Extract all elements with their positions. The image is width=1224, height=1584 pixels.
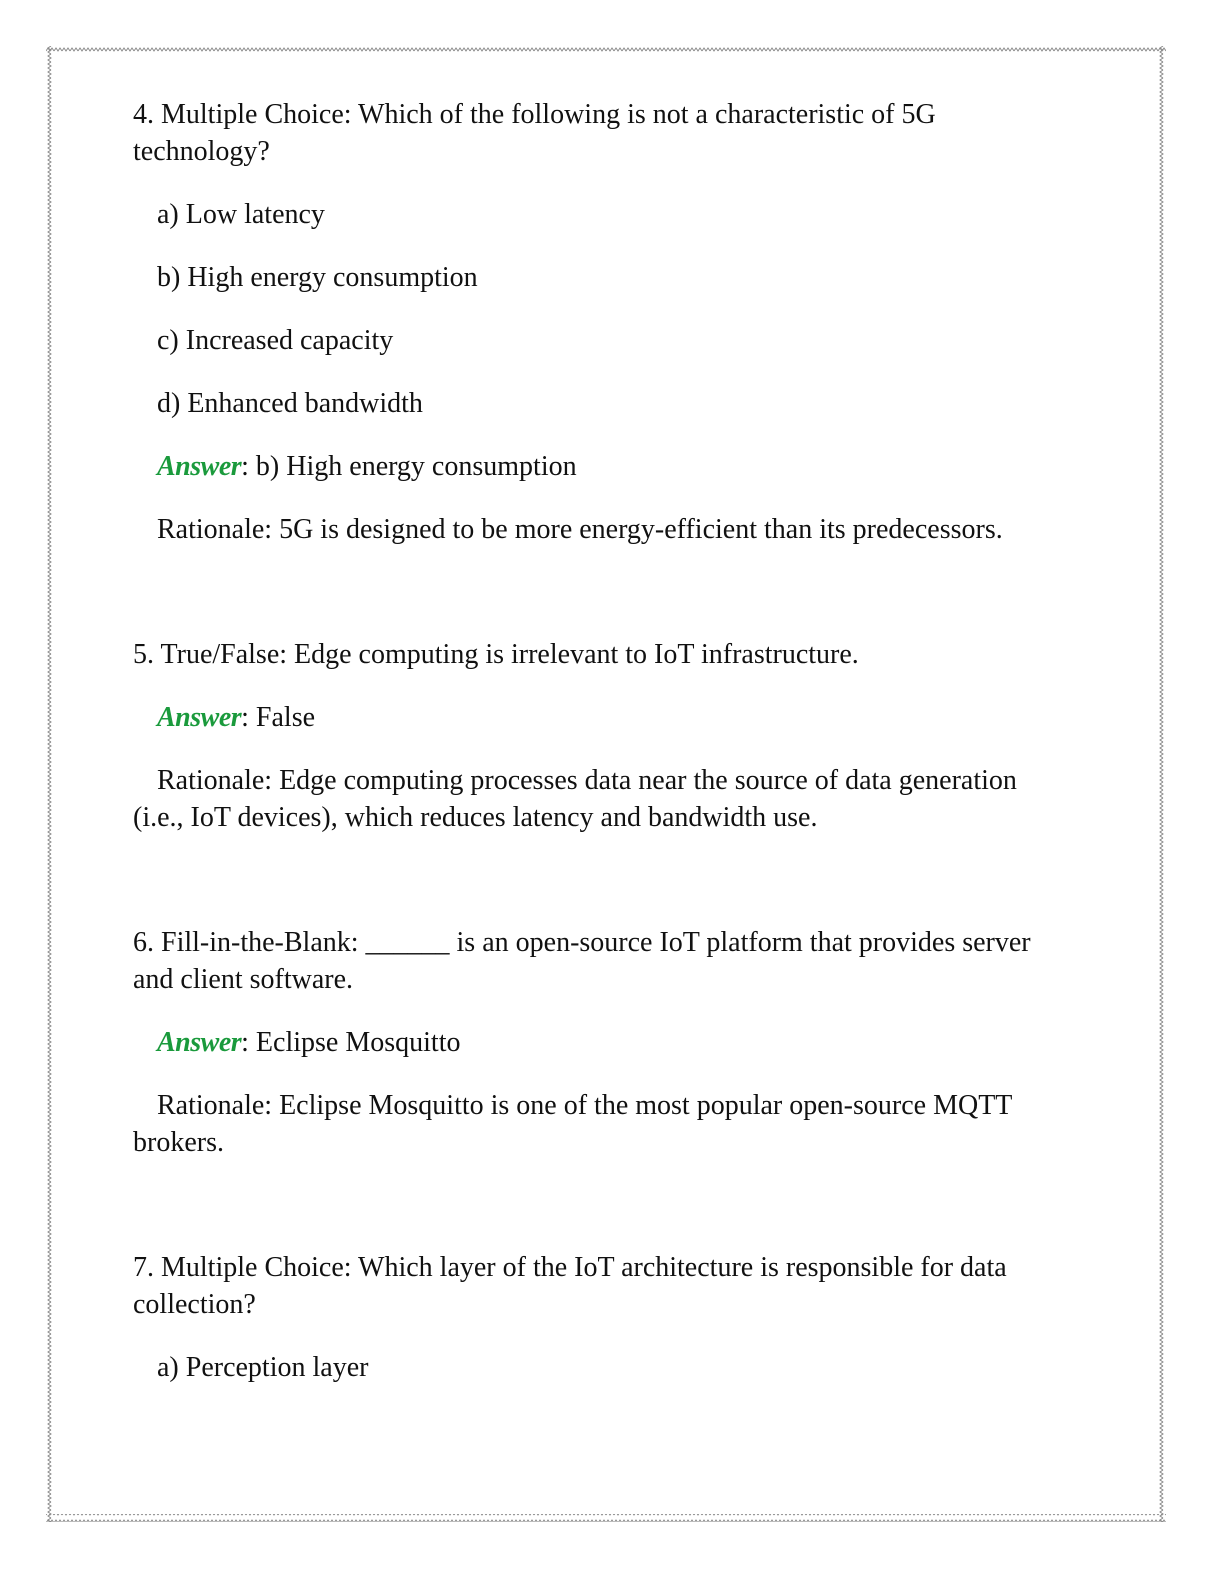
question-6-answer — [133, 1024, 1073, 1061]
question-7-option-a: a) Perception layer — [157, 1352, 369, 1383]
question-4-rationale: Rationale: 5G is designed to be more energy-efficient than its predecessors. — [157, 514, 1003, 545]
document-body — [133, 96, 1073, 1386]
answer-text: : b) High energy consumption — [241, 451, 577, 482]
question-5-answer — [133, 699, 1073, 736]
answer-label: Answer — [157, 451, 242, 482]
question-4-option-b: b) High energy consumption — [157, 262, 478, 293]
answer-label: Answer — [157, 1027, 242, 1058]
question-5-rationale: Rationale: Edge computing processes data near the source of data generation (i.e., IoT devices), which reduces latency and bandwidth use. — [133, 765, 1017, 833]
question-5-text: 5. True/False: Edge computing is irrelevant to IoT infrastructure. — [133, 639, 859, 670]
question-4-option-a: a) Low latency — [157, 199, 325, 230]
answer-text: : False — [241, 702, 316, 733]
answer-label: Answer — [157, 702, 242, 733]
question-4-answer — [133, 448, 1073, 485]
question-4-option-c: c) Increased capacity — [157, 325, 394, 356]
question-6-text: 6. Fill-in-the-Blank: ______ is an open-source IoT platform that provides server and client software. — [133, 927, 1031, 995]
question-4-option-d: d) Enhanced bandwidth — [157, 388, 423, 419]
question-4-text: 4. Multiple Choice: Which of the following is not a characteristic of 5G technology? — [133, 99, 936, 167]
question-6-rationale: Rationale: Eclipse Mosquitto is one of the most popular open-source MQTT brokers. — [133, 1090, 1012, 1158]
question-7-text: 7. Multiple Choice: Which layer of the IoT architecture is responsible for data collection? — [133, 1252, 1007, 1320]
answer-text: : Eclipse Mosquitto — [241, 1027, 461, 1058]
